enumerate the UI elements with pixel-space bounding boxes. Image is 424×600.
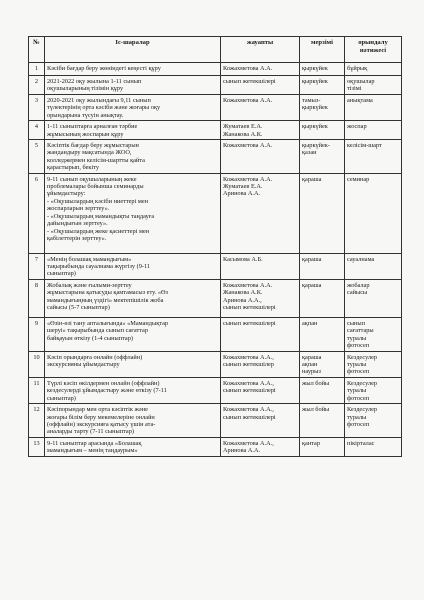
cell-num: 9 (29, 317, 45, 351)
table-row (29, 173, 402, 253)
cell-line: түлектерінің орта кәсіби және жоғары оқу (47, 104, 161, 112)
cell-line: қабілеттерін зерттеу». (47, 235, 107, 243)
cell-line: Кездесулер (347, 353, 378, 361)
cell-line: анықтама (347, 96, 373, 104)
cell-line: жоспарларын зерттеу». (47, 205, 110, 213)
cell-line: қараша (302, 353, 322, 361)
cell-event (45, 173, 221, 253)
cell-line: аналарды тарту (7-11 сыныптар) (47, 428, 134, 436)
cell-line: мамандығым – менің таңдаурым» (47, 447, 138, 455)
cell-line: тізімі (347, 85, 362, 93)
cell-line: жандандыру мақсатында ЖОО, (47, 149, 132, 157)
cell-num: 6 (29, 173, 45, 253)
cell-line: Кожахметова А.А. (223, 96, 273, 104)
cell-num: 10 (29, 351, 45, 377)
cell-line: наурыз (302, 368, 321, 376)
cell-line: қантар (302, 439, 320, 447)
cell-num: 13 (29, 437, 45, 456)
cell-line: сайысы (347, 289, 368, 297)
cell-responsible (221, 279, 300, 317)
cell-line: «Менің болашақ мамандығым» (47, 255, 132, 263)
cell-line: келісім-шарт (347, 141, 382, 149)
cell-line: мамандығыңның үздігі» мектепішілік жоба (47, 296, 164, 304)
cell-event (45, 139, 221, 173)
cell-line: тамыз- (302, 96, 321, 104)
table-row (29, 94, 402, 120)
cell-line: сайысы (5-7 сыныптар) (47, 304, 110, 312)
cell-event (45, 94, 221, 120)
cell-line: туралы (347, 413, 367, 421)
cell-line: Жобалық және ғылыми-зерттеу (47, 281, 132, 289)
cell-line: туралы (347, 334, 367, 342)
cell-deadline (300, 317, 345, 351)
cell-line: Жуматаев Е.А. (223, 183, 263, 191)
cell-line: Кожахметова А.А. (223, 65, 273, 72)
cell-line: жыл бойы (302, 379, 330, 387)
cell-responsible (221, 317, 300, 351)
cell-line: 2020-2021 оқу жылындағы 9,11 сынып (47, 96, 151, 104)
cell-line: сынып (347, 319, 365, 327)
cell-event (45, 253, 221, 279)
cell-event (45, 279, 221, 317)
cell-line: Кожахметова А.А. (223, 175, 273, 183)
cell-line: сынып жетекшілері (223, 413, 276, 421)
cell-line: 2021-2022 оқу жылына 1-11 сынып (47, 78, 142, 85)
cell-event (45, 377, 221, 403)
cell-line: ақпан (302, 319, 318, 327)
cell-line: Кожахметова А.А., (223, 379, 274, 387)
cell-line: семинар (347, 175, 370, 183)
cell-num: 3 (29, 94, 45, 120)
cell-deadline (300, 253, 345, 279)
cell-line: туралы (347, 387, 367, 395)
cell-result (345, 279, 402, 317)
cell-event (45, 404, 221, 438)
cell-line: сыныптар) (47, 394, 76, 402)
cell-num: 2 (29, 76, 45, 95)
cell-line: кездесулерді ұйымдастыру және өткізу (7-11 (47, 387, 167, 395)
cell-event (45, 351, 221, 377)
table-row (29, 121, 402, 140)
cell-result (345, 63, 402, 76)
cell-line: Аринова А.А., (223, 296, 262, 304)
cell-line: сағаттары (347, 327, 374, 335)
cell-line: орындарына түсуін анықтау. (47, 111, 124, 119)
cell-deadline (300, 76, 345, 95)
cell-line: 9-11 сыныптар арасында «Болашақ (47, 439, 142, 447)
cell-line: Кожахметова А.А., (223, 439, 274, 447)
cell-line: Кожахметова А.А. (223, 141, 273, 149)
cell-line: ақпан (302, 361, 318, 369)
cell-event (45, 63, 221, 76)
table-row (29, 76, 402, 95)
cell-num: 1 (29, 63, 45, 76)
cell-result (345, 377, 402, 403)
cell-line: 1-11 сыныптарға арналған тәрбие (47, 123, 138, 131)
table-row (29, 63, 402, 76)
cell-line: Кожахметова А.А., (223, 406, 274, 414)
cell-line: жоғары білім беру мекемелеріне онлайн (47, 413, 155, 421)
cell-result (345, 351, 402, 377)
cell-line: Жанакова А.К. (223, 289, 263, 297)
cell-responsible (221, 253, 300, 279)
cell-line: қараша (302, 255, 322, 263)
cell-line: фотосеп (347, 394, 370, 402)
cell-line: Түрлі кәсіп өкілдермен онлайн (оффлайн) (47, 379, 160, 387)
cell-line: байқауын өткізу (1-4 сыныптар) (47, 334, 133, 342)
cell-event (45, 317, 221, 351)
cell-result (345, 76, 402, 95)
cell-deadline (300, 351, 345, 377)
cell-line: қыркүйек (302, 104, 328, 112)
table-row (29, 317, 402, 351)
cell-line: сынып жетекшілері (223, 319, 276, 327)
cell-line: 9-11 сынып оқушыларының жеке (47, 175, 137, 183)
cell-line: сынып жетекшілер (223, 361, 274, 369)
header-num: № (29, 37, 45, 63)
cell-line: Кожахметова А.А., (223, 353, 274, 361)
cell-deadline (300, 139, 345, 173)
cell-line: Кәсіптік бағдар беру жұмыстарын (47, 141, 139, 149)
cell-line: Кәсіпорындар мен орта кәсіптік және (47, 406, 148, 414)
cell-line: жобалар (347, 281, 370, 289)
cell-result (345, 139, 402, 173)
cell-line: Аринова А.А. (223, 447, 261, 455)
cell-line: туралы (347, 361, 367, 369)
cell-responsible (221, 94, 300, 120)
cell-responsible (221, 63, 300, 76)
cell-line: шеруі» тақырыбында сынып сағаттар (47, 327, 148, 335)
cell-line: Кожахметова А.А. (223, 281, 273, 289)
cell-line: фотосеп (347, 342, 370, 350)
cell-line: жұмысының жоспарын құру (47, 130, 124, 138)
table-row (29, 377, 402, 403)
cell-line: «Өзін-өзі тану апталығында» «Мамандықтар (47, 319, 169, 327)
table-row (29, 279, 402, 317)
cell-line: Жуматаев Е.А. (223, 123, 263, 131)
cell-line: Кездесулер (347, 406, 378, 414)
cell-line: проблемалары бойынша семинарды (47, 183, 144, 191)
cell-deadline (300, 377, 345, 403)
cell-deadline (300, 94, 345, 120)
cell-event (45, 121, 221, 140)
cell-line: қазан (302, 149, 317, 157)
cell-line: жыл бойы (302, 406, 330, 414)
cell-line: қараша (302, 175, 322, 183)
cell-line: Кәсіби бағдар беру жөніндегі кеңесті құру (47, 65, 161, 72)
cell-result (345, 253, 402, 279)
cell-deadline (300, 437, 345, 456)
header-deadline: мерзімі (300, 37, 345, 63)
cell-line: ұйымдастыру: (47, 190, 86, 198)
cell-line: Кәсіп орындарға онлайн (оффлайн) (47, 353, 143, 361)
cell-deadline (300, 173, 345, 253)
cell-line: Жанакова А.К. (223, 130, 263, 138)
cell-line: бұйрық (347, 65, 368, 72)
cell-line: қыркүйек (302, 123, 328, 131)
cell-deadline (300, 404, 345, 438)
cell-responsible (221, 377, 300, 403)
table-row (29, 253, 402, 279)
table-header-row (29, 37, 402, 63)
cell-responsible (221, 76, 300, 95)
cell-responsible (221, 173, 300, 253)
cell-num: 5 (29, 139, 45, 173)
cell-event (45, 437, 221, 456)
cell-line: жұмыстарына қатысуды қамтамасыз ету. «Өз (47, 289, 168, 297)
cell-line: оқушыларының тізімін құру (47, 85, 124, 93)
events-table (28, 36, 402, 457)
header-responsible: жауапты (221, 37, 300, 63)
cell-line: - «Оқушылардың жеке қасиеттері мен (47, 227, 150, 235)
cell-line: қыркүйек (302, 65, 328, 72)
header-event: Іс-шаралар (45, 37, 221, 63)
cell-result (345, 404, 402, 438)
cell-line: (оффлайн) экскурсияға қатысу үшін ата- (47, 420, 156, 428)
cell-line: Кездесулер (347, 379, 378, 387)
cell-result (345, 94, 402, 120)
cell-responsible (221, 351, 300, 377)
cell-line: тақырыбында сауалнама жүргізу (9-11 (47, 263, 151, 271)
cell-line: сынып жетекшілері (223, 304, 276, 312)
header-result: орындалу нәтижесі (345, 37, 402, 63)
cell-line: сынып жетекшілері (223, 387, 276, 395)
cell-line: оқушылар (347, 78, 375, 85)
cell-result (345, 121, 402, 140)
cell-line: дайындығын зерттеу». (47, 220, 108, 228)
table-row (29, 404, 402, 438)
table-row (29, 139, 402, 173)
cell-line: сауалнама (347, 255, 375, 263)
cell-num: 12 (29, 404, 45, 438)
cell-deadline (300, 63, 345, 76)
cell-line: сынып жетекшілері (223, 78, 276, 85)
cell-deadline (300, 121, 345, 140)
cell-line: - «Оқушылардың мамандықты таңдауға (47, 212, 155, 220)
cell-line: сыныптар) (47, 270, 76, 278)
table-row (29, 437, 402, 456)
table-body (29, 63, 402, 457)
cell-deadline (300, 279, 345, 317)
cell-num: 4 (29, 121, 45, 140)
cell-line: қыркүйек (302, 78, 328, 85)
cell-result (345, 437, 402, 456)
table-row (29, 351, 402, 377)
cell-line: колледжермен келісім-шартты қайта (47, 156, 145, 164)
cell-num: 11 (29, 377, 45, 403)
cell-line: қарастырып, бекіту (47, 164, 100, 172)
cell-responsible (221, 437, 300, 456)
cell-num: 7 (29, 253, 45, 279)
cell-line: - «Оқушылардың кәсіби ниеттері мен (47, 197, 149, 205)
cell-line: Аринова А.А. (223, 190, 261, 198)
cell-line: пікірталас (347, 439, 375, 447)
cell-responsible (221, 121, 300, 140)
cell-line: экскурсияны ұйымдастыру (47, 361, 120, 369)
cell-num: 8 (29, 279, 45, 317)
cell-line: Касымова А.Б. (223, 255, 263, 263)
cell-line: жоспар (347, 123, 367, 131)
cell-responsible (221, 139, 300, 173)
cell-result (345, 317, 402, 351)
cell-line: қараша (302, 281, 322, 289)
cell-line: қыркүйек- (302, 141, 330, 149)
cell-line: фотосеп (347, 368, 370, 376)
cell-line: фотосеп (347, 420, 370, 428)
cell-result (345, 173, 402, 253)
cell-event (45, 76, 221, 95)
cell-responsible (221, 404, 300, 438)
